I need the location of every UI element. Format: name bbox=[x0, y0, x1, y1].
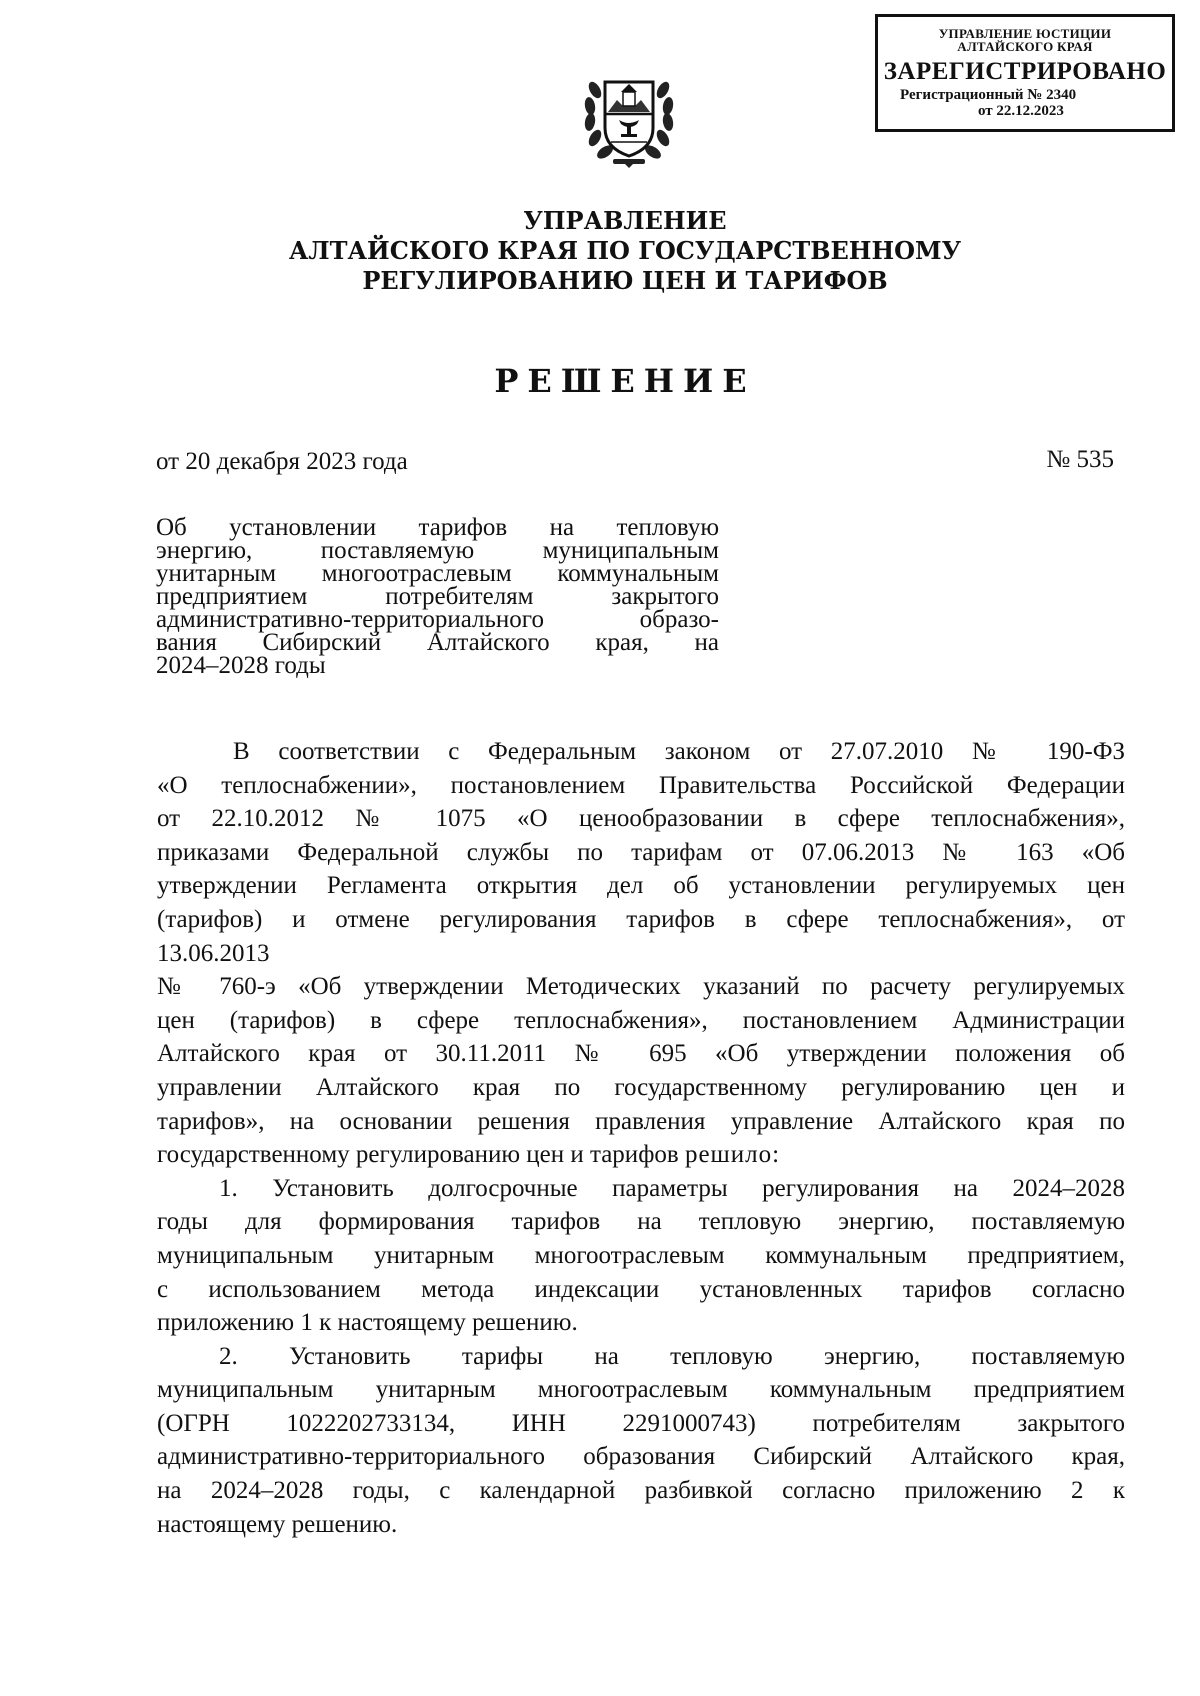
subject-line: административно-территориального образо- bbox=[156, 606, 719, 633]
body-line: муниципальным унитарным многоотраслевым коммунальным предприятием bbox=[157, 1376, 1125, 1404]
body-line: 1. Установить долгосрочные параметры регулирования на 2024–2028 bbox=[219, 1174, 1125, 1202]
body-line: Алтайского края от 30.11.2011 № 695 «Об утверждении положения об bbox=[157, 1040, 1125, 1068]
body-line: годы для формирования тарифов на тепловую энергию, поставляемую bbox=[157, 1208, 1125, 1236]
document-number: № 535 bbox=[1046, 446, 1114, 473]
agency-line: УПРАВЛЕНИЕ bbox=[523, 206, 727, 235]
stamp-org-line1: УПРАВЛЕНИЕ ЮСТИЦИИ bbox=[938, 26, 1112, 41]
document-type-title: РЕШЕНИЕ bbox=[494, 362, 756, 400]
subject-line: 2024–2028 годы bbox=[156, 652, 326, 679]
document-body bbox=[157, 735, 1125, 1541]
stamp-reg-number: Регистрационный № 2340 bbox=[900, 87, 1077, 103]
body-line: цен (тарифов) в сфере теплоснабжения», постановлением Администрации bbox=[157, 1006, 1125, 1034]
body-line: настоящему решению. bbox=[157, 1510, 398, 1538]
body-line: административно-территориального образования Сибирский Алтайского края, bbox=[157, 1443, 1125, 1471]
body-line: № 760-э «Об утверждении Методических указаний по расчету регулируемых bbox=[157, 973, 1125, 1001]
resolved-word: решило: bbox=[684, 1141, 781, 1169]
body-line: приказами Федеральной службы по тарифам от 07.06.2013 № 163 «Об bbox=[157, 838, 1125, 866]
body-line: приложению 1 к настоящему решению. bbox=[157, 1309, 578, 1337]
registration-stamp bbox=[875, 14, 1175, 132]
body-line: тарифов», на основании решения правления управление Алтайского края по bbox=[157, 1107, 1125, 1135]
body-line: (ОГРН 1022202733134, ИНН 2291000743) потребителям закрытого bbox=[157, 1409, 1125, 1437]
subject-line: вания Сибирский Алтайского края, на bbox=[156, 629, 719, 656]
stamp-title: ЗАРЕГИСТРИРОВАНО bbox=[883, 58, 1167, 85]
body-line: 13.06.2013 bbox=[157, 939, 270, 967]
agency-heading bbox=[150, 206, 1100, 296]
body-line bbox=[157, 1138, 1125, 1172]
body-line: муниципальным унитарным многоотраслевым коммунальным предприятием, bbox=[157, 1241, 1125, 1269]
body-line: от 22.10.2012 № 1075 «О ценообразовании в сфере теплоснабжения», bbox=[157, 805, 1125, 833]
document-date: от 20 декабря 2023 года bbox=[156, 448, 408, 475]
body-line: управлении Алтайского края по государственному регулированию цен и bbox=[157, 1073, 1125, 1101]
altai-coat-of-arms-icon bbox=[581, 60, 677, 172]
body-line: с использованием метода индексации установленных тарифов согласно bbox=[157, 1275, 1125, 1303]
body-line: на 2024–2028 годы, с календарной разбивкой согласно приложению 2 к bbox=[157, 1477, 1125, 1505]
body-line: «О теплоснабжении», постановлением Правительства Российской Федерации bbox=[157, 771, 1125, 799]
stamp-reg-date: от 22.12.2023 bbox=[978, 103, 1064, 119]
agency-line: АЛТАЙСКОГО КРАЯ ПО ГОСУДАРСТВЕННОМУ bbox=[288, 236, 962, 265]
subject-line: предприятием потребителям закрытого bbox=[156, 583, 719, 610]
body-line-text: государственному регулированию цен и тарифов bbox=[157, 1141, 679, 1169]
stamp-org-line2: АЛТАЙСКОГО КРАЯ bbox=[957, 39, 1093, 54]
body-line: (тарифов) и отмене регулирования тарифов в сфере теплоснабжения», от bbox=[157, 905, 1125, 933]
subject-line: Об установлении тарифов на тепловую bbox=[156, 514, 719, 541]
subject-line: энергию, поставляемую муниципальным bbox=[156, 537, 719, 564]
body-line: В соответствии с Федеральным законом от 27.07.2010 № 190-ФЗ bbox=[233, 738, 1125, 765]
subject-line: унитарным многоотраслевым коммунальным bbox=[156, 560, 719, 587]
body-line: утверждении Регламента открытия дел об установлении регулируемых цен bbox=[157, 872, 1125, 900]
body-line: 2. Установить тарифы на тепловую энергию, поставляемую bbox=[219, 1342, 1125, 1370]
agency-line: РЕГУЛИРОВАНИЮ ЦЕН И ТАРИФОВ bbox=[362, 266, 888, 295]
document-subject bbox=[156, 516, 719, 677]
